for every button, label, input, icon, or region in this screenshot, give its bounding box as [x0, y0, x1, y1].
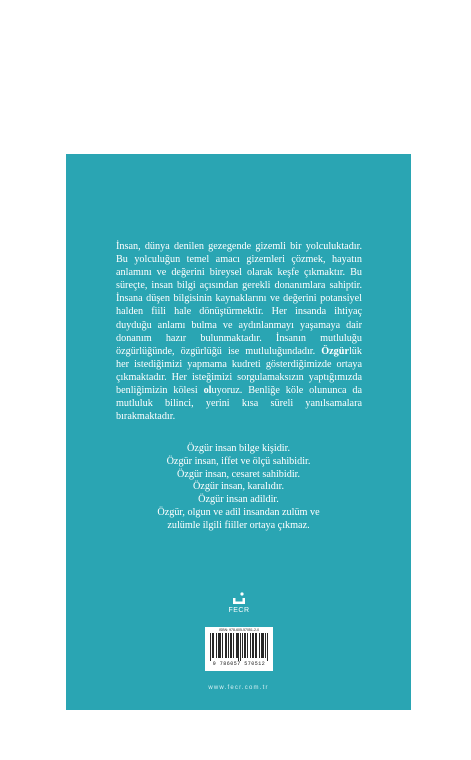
- publisher-name: FECR: [228, 607, 250, 614]
- barcode-bar: [259, 633, 260, 658]
- barcode-bar: [265, 633, 266, 658]
- maxim-line: Özgür, olgun ve adil insandan zulüm ve: [157, 506, 320, 518]
- barcode-bar: [267, 633, 268, 661]
- maxims-list: [96, 443, 381, 533]
- blurb-paragraph: [116, 240, 362, 423]
- barcode-bar: [240, 633, 241, 661]
- barcode-bar: [226, 633, 227, 658]
- blurb-text-2: lük her istediğimizi yapmama kudreti gösterdiğimizde ortaya çıkmaktadır. Her isteğimizi sorgulamaksızın yaptığımızda benliğimizin kölesi: [116, 345, 362, 397]
- publisher-logo: [223, 592, 255, 614]
- barcode-bar: [261, 633, 262, 658]
- barcode-bar: [263, 633, 264, 658]
- barcode-bar: [256, 633, 257, 658]
- barcode-bar: [236, 633, 237, 658]
- barcode-bar: [245, 633, 246, 658]
- barcode-bar: [250, 633, 251, 658]
- isbn-number: ISBN: 978-605-57051-2-0: [218, 628, 260, 632]
- barcode-bar: [216, 633, 217, 658]
- maxim-line: Özgür insan bilge kişidir.: [187, 443, 290, 454]
- cover-blurb: [116, 240, 362, 423]
- barcode-bar: [244, 633, 245, 658]
- barcode-bar: [242, 633, 243, 658]
- barcode-bar: [255, 633, 256, 658]
- barcode-bar: [237, 633, 238, 658]
- maxim-line: Özgür insan, karalıdır.: [192, 481, 285, 493]
- barcode-bar: [230, 633, 231, 658]
- barcode-bar: [233, 633, 234, 658]
- blurb-bold-ol: ol: [203, 385, 212, 397]
- barcode-bar: [228, 633, 229, 658]
- barcode-bar: [220, 633, 221, 658]
- maxim-line: zulümle ilgili fiiller ortaya çıkmaz.: [167, 519, 310, 531]
- barcode-bar: [210, 633, 211, 661]
- barcode-bar: [247, 633, 248, 658]
- barcode-bar: [219, 633, 220, 658]
- barcode-bar: [262, 633, 263, 658]
- blurb-text-1: İnsan, dünya denilen gezegende gizemli bir yolculuktadır. Bu yolculuğun temel amacı gizemleri çözmek, hayatın anlamını ve değerini bireysel olarak keşfe çıkmaktır. Bu süreçte, insan bilgi açısından gerekli donanımlara sahiptir. İnsana düşen bilgisinin kaynaklarını ve değerini potansiyel halden fiili hale dönüştürmektir. Her insanda ihtiyaç duyduğu anlamı bulma ve aydınlanmayı yaşamaya dair donanım hazır bulunmaktadır. İnsanın mutluluğu özgürlüğünde, özgürlüğü ise mutluluğundadır.: [116, 241, 362, 357]
- blurb-bold-ozgur: Özgür: [321, 345, 349, 357]
- publisher-website: www.fecr.com.tr: [208, 685, 269, 691]
- maxim-line: Özgür insan, cesaret sahibidir.: [176, 468, 301, 480]
- fecr-logo-icon: [231, 592, 247, 606]
- maxim-line: Özgür insan adildir.: [198, 494, 279, 506]
- maxim-line: Özgür insan, iffet ve ölçü sahibidir.: [166, 455, 311, 467]
- barcode-bar: [252, 633, 253, 658]
- barcode-bar: [225, 633, 226, 658]
- barcode-bar: [238, 633, 239, 661]
- barcode-bars: [210, 633, 268, 661]
- barcode-digits: 9 786057 570512: [212, 661, 266, 667]
- isbn-barcode: [205, 627, 273, 671]
- barcode-bar: [253, 633, 254, 658]
- blurb-text-3: uyoruz. Benliğe köle olununca da mutluluk bilinci, yerini kısa süreli yanılsamalara bırakmaktadır.: [116, 385, 362, 423]
- barcode-bar: [212, 633, 213, 658]
- barcode-bar: [231, 633, 232, 658]
- barcode-bar: [222, 633, 223, 658]
- barcode-bar: [213, 633, 214, 658]
- book-back-cover: [66, 154, 411, 710]
- barcode-bar: [218, 633, 219, 658]
